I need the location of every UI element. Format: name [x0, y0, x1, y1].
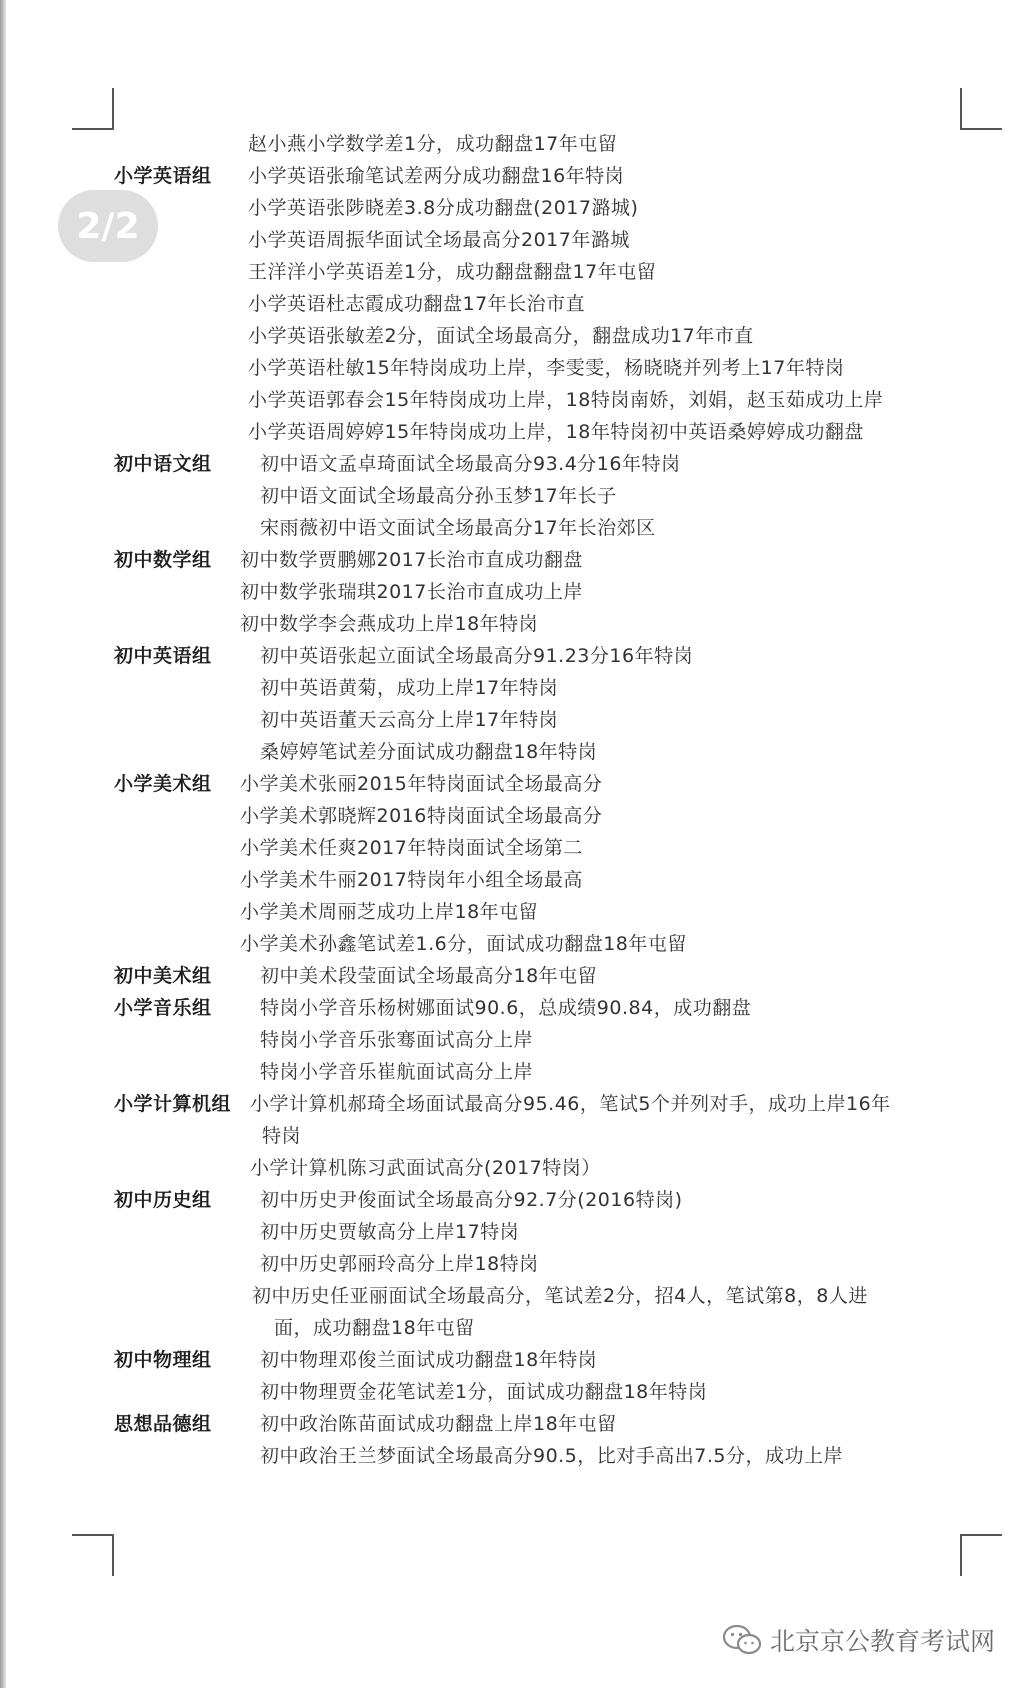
entry-text: 小学美术牛丽2017特岗年小组全场最高	[240, 869, 583, 891]
entry-text: 面，成功翻盘18年屯留	[274, 1317, 475, 1339]
crop-mark-bottom-right	[960, 1534, 1002, 1576]
list-item	[0, 640, 1034, 672]
list-item	[0, 352, 1034, 384]
entry-text: 初中数学李会燕成功上岸18年特岗	[240, 613, 539, 635]
entry-text: 特岗小学音乐张骞面试高分上岸	[260, 1029, 534, 1051]
group-label: 初中语文组	[114, 453, 212, 475]
entry-text: 初中数学张瑞琪2017长治市直成功上岸	[240, 581, 583, 603]
list-item	[0, 224, 1034, 256]
list-item	[0, 928, 1034, 960]
wechat-icon	[722, 1623, 762, 1657]
entry-text: 特岗	[262, 1125, 302, 1147]
group-label: 初中数学组	[114, 549, 212, 571]
crop-mark-bottom-left	[72, 1534, 114, 1576]
entry-text: 初中历史贾敏高分上岸17特岗	[260, 1221, 520, 1243]
list-item	[0, 960, 1034, 992]
group-label: 初中物理组	[114, 1349, 212, 1371]
list-item	[0, 1120, 1034, 1152]
entry-text: 小学英语杜敏15年特岗成功上岸，李雯雯，杨晓晓并列考上17年特岗	[248, 357, 845, 379]
entry-text: 初中英语董天云高分上岸17年特岗	[260, 709, 559, 731]
list-item	[0, 992, 1034, 1024]
list-item	[0, 192, 1034, 224]
group-label: 小学音乐组	[114, 997, 212, 1019]
list-item	[0, 736, 1034, 768]
entry-text: 初中政治陈苗面试成功翻盘上岸18年屯留	[260, 1413, 617, 1435]
list-item	[0, 1216, 1034, 1248]
document-body	[0, 128, 1034, 1472]
entry-text: 初中历史尹俊面试全场最高分92.7分(2016特岗)	[260, 1189, 683, 1211]
entry-text: 初中物理邓俊兰面试成功翻盘18年特岗	[260, 1349, 598, 1371]
entry-text: 初中英语黄菊，成功上岸17年特岗	[260, 677, 559, 699]
list-item	[0, 288, 1034, 320]
entry-text: 小学美术张丽2015年特岗面试全场最高分	[240, 773, 603, 795]
entry-text: 小学美术郭晓辉2016特岗面试全场最高分	[240, 805, 603, 827]
list-item	[0, 512, 1034, 544]
list-item	[0, 256, 1034, 288]
group-label: 小学英语组	[114, 165, 212, 187]
list-item	[0, 768, 1034, 800]
entry-text: 初中数学贾鹏娜2017长治市直成功翻盘	[240, 549, 583, 571]
entry-text: 特岗小学音乐杨树娜面试90.6，总成绩90.84，成功翻盘	[260, 997, 752, 1019]
list-item	[0, 1280, 1034, 1312]
list-item	[0, 832, 1034, 864]
group-label: 初中英语组	[114, 645, 212, 667]
entry-text: 初中历史郭丽玲高分上岸18特岗	[260, 1253, 539, 1275]
crop-mark-top-right	[960, 88, 1002, 130]
list-item	[0, 544, 1034, 576]
entry-text: 小学美术孙鑫笔试差1.6分，面试成功翻盘18年屯留	[240, 933, 687, 955]
entry-text: 王洋洋小学英语差1分，成功翻盘翻盘17年屯留	[248, 261, 657, 283]
list-item	[0, 704, 1034, 736]
list-item	[0, 160, 1034, 192]
entry-text: 小学英语郭春会15年特岗成功上岸，18特岗南娇，刘娟，赵玉茹成功上岸	[248, 389, 884, 411]
group-label: 初中美术组	[114, 965, 212, 987]
list-item	[0, 1440, 1034, 1472]
list-item	[0, 448, 1034, 480]
entry-text: 初中英语张起立面试全场最高分91.23分16年特岗	[260, 645, 694, 667]
list-item	[0, 1344, 1034, 1376]
list-item	[0, 1152, 1034, 1184]
list-item	[0, 1024, 1034, 1056]
list-item	[0, 1088, 1034, 1120]
watermark-text: 北京京公教育考试网	[770, 1627, 996, 1656]
list-item	[0, 128, 1034, 160]
list-item	[0, 1408, 1034, 1440]
group-label: 初中历史组	[114, 1189, 212, 1211]
group-label: 小学计算机组	[114, 1093, 232, 1115]
list-item	[0, 608, 1034, 640]
list-item	[0, 480, 1034, 512]
list-item	[0, 416, 1034, 448]
entry-text: 小学美术任爽2017年特岗面试全场第二	[240, 837, 583, 859]
crop-mark-top-left	[72, 88, 114, 130]
entry-text: 小学英语周振华面试全场最高分2017年潞城	[248, 229, 630, 251]
entry-text: 初中语文面试全场最高分孙玉梦17年长子	[260, 485, 617, 507]
list-item	[0, 800, 1034, 832]
group-label: 思想品德组	[114, 1413, 212, 1435]
list-item	[0, 576, 1034, 608]
list-item	[0, 1376, 1034, 1408]
entry-text: 特岗小学音乐崔航面试高分上岸	[260, 1061, 534, 1083]
entry-text: 小学美术周丽芝成功上岸18年屯留	[240, 901, 539, 923]
entry-text: 初中政治王兰梦面试全场最高分90.5，比对手高出7.5分，成功上岸	[260, 1445, 844, 1467]
entry-text: 初中物理贾金花笔试差1分，面试成功翻盘18年特岗	[260, 1381, 708, 1403]
group-label: 小学美术组	[114, 773, 212, 795]
list-item	[0, 1312, 1034, 1344]
list-item	[0, 672, 1034, 704]
entry-text: 初中美术段莹面试全场最高分18年屯留	[260, 965, 598, 987]
list-item	[0, 896, 1034, 928]
list-item	[0, 1248, 1034, 1280]
entry-text: 小学计算机郝琦全场面试最高分95.46，笔试5个并列对手，成功上岸16年	[250, 1093, 891, 1115]
entry-text: 宋雨薇初中语文面试全场最高分17年长治郊区	[260, 517, 656, 539]
list-item	[0, 1184, 1034, 1216]
entry-text: 初中语文孟卓琦面试全场最高分93.4分16年特岗	[260, 453, 681, 475]
entry-text: 初中历史任亚丽面试全场最高分，笔试差2分，招4人，笔试第8，8人进	[252, 1285, 868, 1307]
list-item	[0, 320, 1034, 352]
entry-text: 小学英语张陟晓差3.8分成功翻盘(2017潞城)	[248, 197, 639, 219]
list-item	[0, 1056, 1034, 1088]
entry-text: 小学英语周婷婷15年特岗成功上岸，18年特岗初中英语桑婷婷成功翻盘	[248, 421, 864, 443]
entry-text: 小学英语张敏差2分，面试全场最高分，翻盘成功17年市直	[248, 325, 754, 347]
watermark	[722, 1620, 995, 1660]
entry-text: 小学英语张瑜笔试差两分成功翻盘16年特岗	[248, 165, 625, 187]
entry-text: 桑婷婷笔试差分面试成功翻盘18年特岗	[260, 741, 598, 763]
entry-text: 小学计算机陈习武面试高分(2017特岗）	[250, 1157, 601, 1179]
entry-text: 小学英语杜志霞成功翻盘17年长治市直	[248, 293, 586, 315]
list-item	[0, 384, 1034, 416]
page-number-badge: 2/2	[58, 190, 158, 262]
entry-text: 赵小燕小学数学差1分，成功翻盘17年屯留	[248, 133, 618, 155]
list-item	[0, 864, 1034, 896]
